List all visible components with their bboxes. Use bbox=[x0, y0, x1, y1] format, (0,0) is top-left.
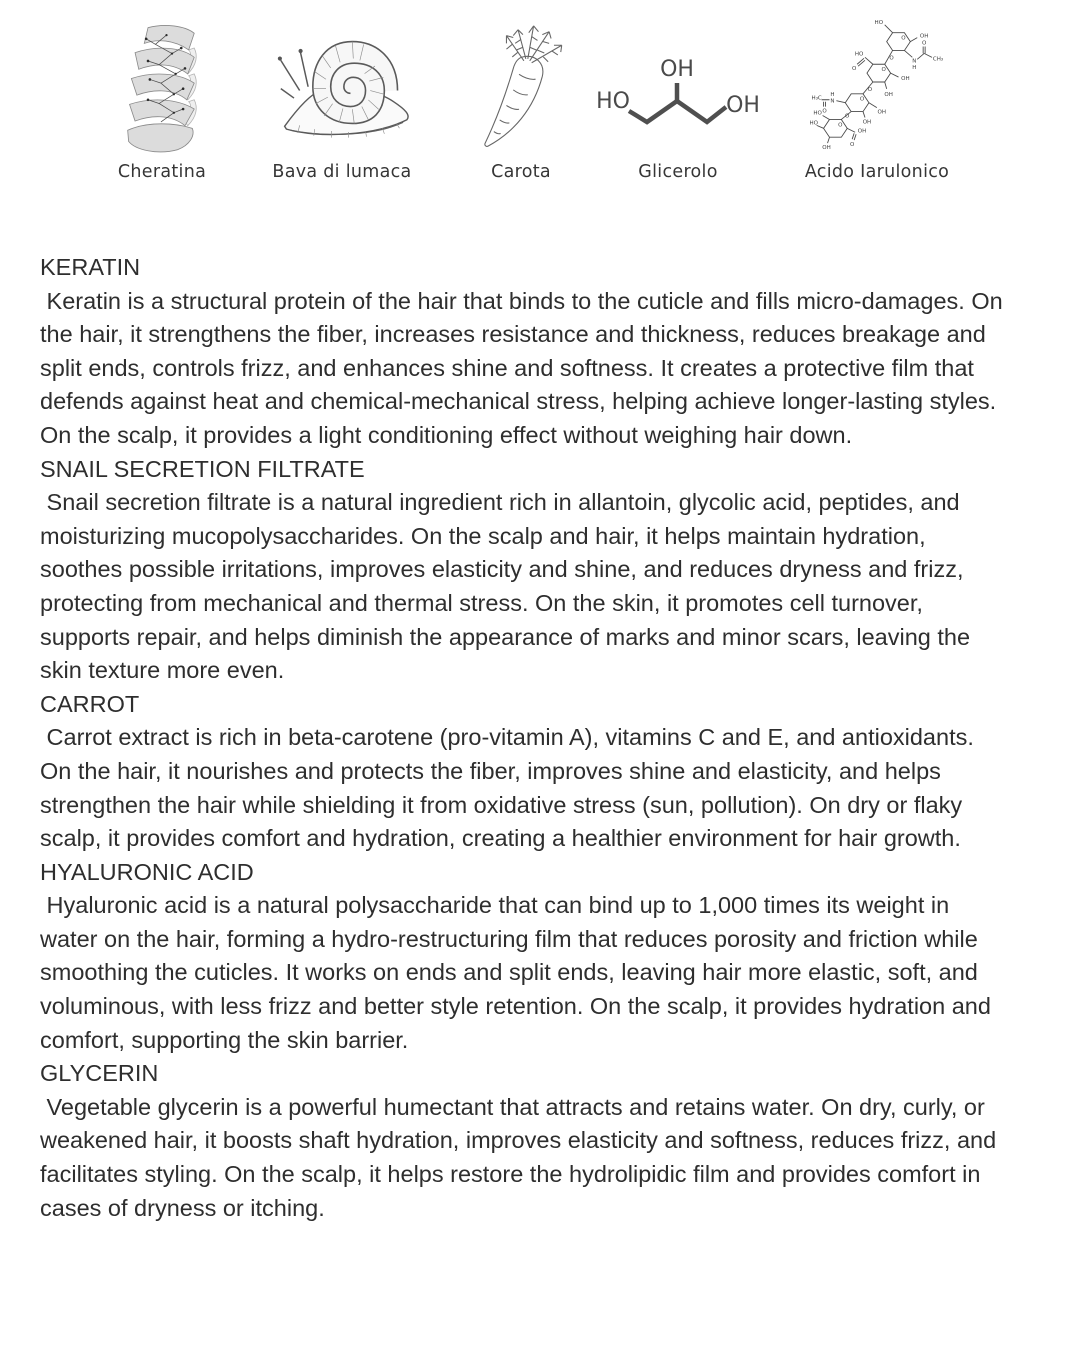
atom-o: O bbox=[822, 108, 827, 115]
section-hyaluronic-acid bbox=[40, 856, 1003, 1058]
snail-art bbox=[262, 22, 422, 158]
atom-oh: OH bbox=[862, 119, 872, 126]
atom-o: O bbox=[901, 35, 906, 42]
glycerol-structure-illustration bbox=[593, 50, 763, 132]
atom-ho: HO bbox=[874, 19, 884, 26]
ingredient-bava-di-lumaca bbox=[262, 22, 422, 182]
atom-oh: OH bbox=[901, 76, 910, 83]
section-snail-secretion-filtrate bbox=[40, 453, 1003, 688]
ingredient-label-acido-iarulonico: Acido Iarulonico bbox=[804, 162, 950, 182]
section-heading-snail-secretion-filtrate: SNAIL SECRETION FILTRATE bbox=[40, 455, 365, 482]
section-body-glycerin: Vegetable glycerin is a powerful humectant that attracts and retains water. On dry, curly, or weakened hair, it boosts shaft hydration, improves elasticity and softness, reduces frizz, and facilitates styling. On the scalp, it helps restore the hydrolipidic film and provides comfort in cases of dryness or itching. bbox=[40, 1093, 1003, 1221]
atom-o: O bbox=[881, 67, 887, 74]
keratin-helix-illustration bbox=[120, 24, 204, 158]
atom-oh: OH bbox=[822, 145, 831, 152]
atom-oh: OH bbox=[920, 33, 929, 40]
atom-h: H bbox=[912, 65, 917, 72]
atom-ho: HO bbox=[854, 51, 864, 58]
ingredient-acido-iarulonico bbox=[804, 19, 950, 182]
atom-h3c: H₃C bbox=[811, 95, 822, 102]
hyaluronic-acid-structure-illustration bbox=[807, 12, 947, 152]
ingredient-descriptions bbox=[40, 251, 1010, 1225]
ingredient-cheratina bbox=[118, 22, 206, 182]
atom-o: O bbox=[850, 142, 855, 149]
section-keratin bbox=[40, 251, 1010, 453]
section-heading-carrot: CARROT bbox=[40, 690, 140, 717]
ingredient-glicerolo bbox=[593, 22, 763, 182]
atom-h: H bbox=[830, 91, 835, 98]
atom-o: O bbox=[838, 122, 843, 129]
glycerol-art bbox=[593, 22, 763, 158]
section-body-keratin: Keratin is a structural protein of the hair that binds to the cuticle and fills micro-damages. On the hair, it strengthens the fiber, increases resistance and thickness, reduces breakage and split ends, controls frizz, and enhances shine and softness. It creates a protective film that defends against heat and chemical-mechanical stress, helping achieve longer-lasting styles. On the scalp, it provides a light conditioning effect without weighing hair down. bbox=[40, 287, 1010, 448]
section-body-snail-secretion-filtrate: Snail secretion filtrate is a natural ingredient rich in allantoin, glycolic acid, peptides, and moisturizing mucopolysaccharides. On the scalp and hair, it helps maintain hydration, soothes possible irritations, improves elasticity and shine, and reduces dryness and frizz, protecting from mechanical and thermal stress. On the skin, it promotes cell turnover, supports repair, and helps diminish the appearance of marks and minor scars, leaving the skin texture more even. bbox=[40, 489, 977, 684]
atom-o: O bbox=[889, 55, 894, 62]
section-heading-hyaluronic-acid: HYALURONIC ACID bbox=[40, 858, 254, 885]
keratin-art bbox=[118, 22, 206, 158]
atom-oh: OH bbox=[857, 128, 867, 135]
atom-o: O bbox=[922, 40, 927, 47]
atom-o: O bbox=[867, 86, 873, 93]
atom-n: N bbox=[912, 58, 917, 65]
glycerol-oh-top: OH bbox=[660, 57, 694, 82]
atom-ho: HO bbox=[813, 110, 823, 117]
section-body-carrot: Carrot extract is rich in beta-carotene (pro-vitamin A), vitamins C and E, and antioxidants. On the hair, it nourishes and protects the fiber, improves shine and elasticity, and helps strengthen the hair while shielding it from oxidative stress (sun, pollution). On dry or flaky scalp, it provides comfort and hydration, creating a healthier environment for hair growth. bbox=[40, 724, 981, 852]
atom-o: O bbox=[852, 66, 857, 73]
ingredient-label-cheratina: Cheratina bbox=[117, 162, 207, 182]
carrot-art bbox=[467, 22, 575, 158]
section-heading-glycerin: GLYCERIN bbox=[40, 1060, 159, 1087]
ingredient-label-glicerolo: Glicerolo bbox=[638, 162, 718, 182]
ingredient-carota bbox=[467, 22, 575, 182]
section-heading-keratin: KERATIN bbox=[40, 254, 141, 280]
snail-illustration bbox=[262, 32, 422, 150]
ingredient-label-bava-di-lumaca: Bava di lumaca bbox=[272, 162, 412, 182]
section-body-hyaluronic-acid: Hyaluronic acid is a natural polysaccharide that can bind up to 1,000 times its weight in water on the hair, forming a hydro-restructuring film that reduces porosity and friction while smoothing the cuticles. It works on ends and split ends, leaving hair more elastic, soft, and voluminous, with less frizz and better style retention. On the scalp, it provides hydration and comfort, supporting the skin barrier. bbox=[40, 892, 998, 1053]
atom-oh: OH bbox=[877, 109, 887, 116]
atom-ch3: CH₃ bbox=[933, 56, 944, 63]
atom-ho: HO bbox=[809, 120, 819, 127]
atom-o: O bbox=[845, 113, 850, 120]
hyaluronic-art bbox=[805, 19, 949, 158]
ingredients-row bbox=[0, 0, 1080, 210]
carrot-illustration bbox=[467, 22, 575, 150]
atom-oh: OH bbox=[884, 91, 894, 98]
glycerol-oh-right: OH bbox=[726, 93, 760, 118]
section-carrot bbox=[40, 688, 1003, 856]
section-glycerin bbox=[40, 1057, 1003, 1225]
atom-o: O bbox=[860, 96, 865, 103]
atom-n: N bbox=[830, 98, 835, 105]
glycerol-ho-left: HO bbox=[596, 89, 630, 114]
ingredient-label-carota: Carota bbox=[491, 162, 551, 182]
